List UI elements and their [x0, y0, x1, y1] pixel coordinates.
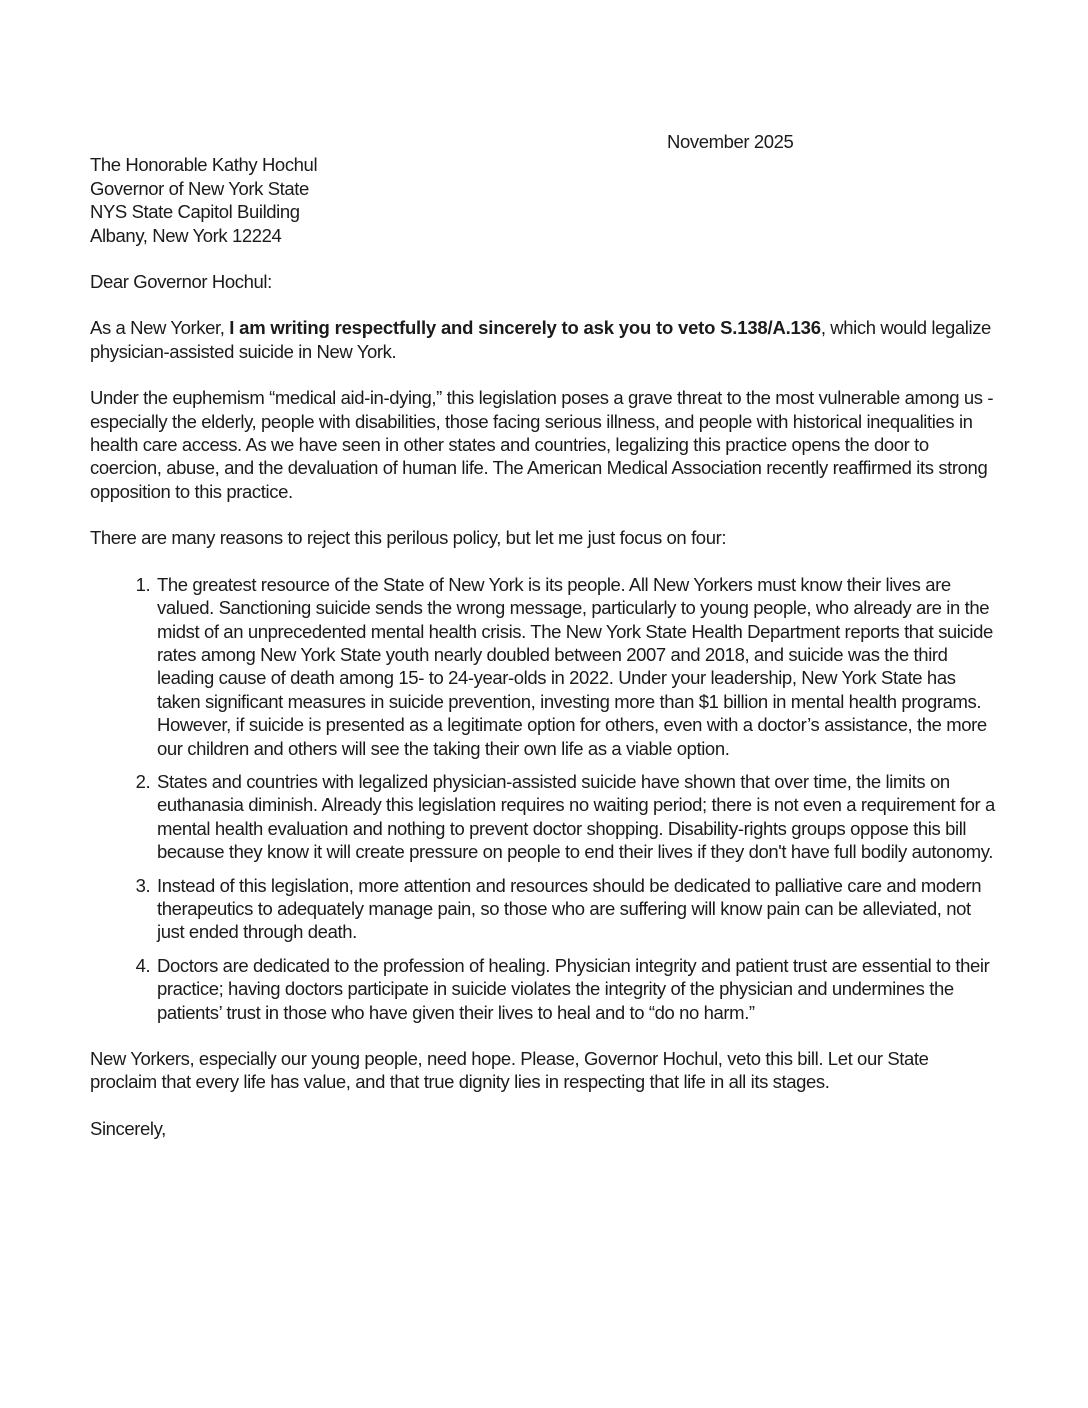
paragraph-reasons-intro: There are many reasons to reject this perilous policy, but let me just focus on four:: [90, 527, 727, 549]
closing-paragraph: New Yorkers, especially our young people, need hope. Please, Governor Hochul, veto this bill. Let our State proclaim that every life has value, and that true dignity lies in respecting that life in all its stages.: [90, 1048, 929, 1093]
list-item-palliative: 3. Instead of this legislation, more attention and resources should be dedicated to palliative care and modern therapeutics to adequately manage pain, so those who are suffering will know pain can be alleviated, not just ended through death.: [155, 874, 998, 944]
list-item-limits: 2. States and countries with legalized physician-assisted suicide have shown that over time, the limits on euthanasia diminish. Already this legislation requires no waiting period; there is not even a requirement for a mental health evaluation and nothing to prevent doctor shopping. Disability-rights groups oppose this bill because they know it will create pressure on people to end their lives if they don't have full bodily autonomy.: [155, 770, 998, 864]
reasons-list: [90, 573, 998, 1024]
salutation: Dear Governor Hochul:: [90, 271, 272, 293]
date-line: November 2025: [667, 131, 794, 152]
paragraph-request-post: , which would legalize physician-assisted suicide in New York.: [90, 317, 991, 362]
recipient-block: [90, 153, 998, 247]
signoff: Sincerely,: [90, 1117, 166, 1139]
recipient-line-city: Albany, New York 12224: [90, 224, 282, 246]
paragraph-threat: Under the euphemism “medical aid-in-dying,” this legislation poses a grave threat to the most vulnerable among us - especially the elderly, people with disabilities, those facing serious illness, and people with historical inequalities in health care access. As we have seen in other states and countries, legalizing this practice opens the door to coercion, abuse, and the devaluation of human life. The American Medical Association recently reaffirmed its strong opposition to this practice.: [90, 387, 994, 502]
list-item-doctors: 4. Doctors are dedicated to the profession of healing. Physician integrity and patient trust are essential to their practice; having doctors participate in suicide violates the integrity of the physician and undermines the patients’ trust in those who have given their lives to heal and to “do no harm.”: [155, 954, 998, 1024]
paragraph-request: [90, 316, 998, 363]
paragraph-request-pre: As a New Yorker,: [90, 317, 230, 339]
veto-request-bold: I am writing respectfully and sincerely to ask you to veto S.138/A.136: [229, 317, 821, 339]
recipient-line-name: The Honorable Kathy Hochul: [90, 154, 318, 176]
list-item-people: 1. The greatest resource of the State of New York is its people. All New Yorkers must know their lives are valued. Sanctioning suicide sends the wrong message, particularly to young people, who already are in the midst of an unprecedented mental health crisis. The New York State Health Department reports that suicide rates among New York State youth nearly doubled between 2007 and 2018, and suicide was the third leading cause of death among 15- to 24-year-olds in 2022. Under your leadership, New York State has taken significant measures in suicide prevention, investing more than $1 billion in mental health programs. However, if suicide is presented as a legitimate option for others, even with a doctor’s assistance, the more our children and others will see the taking their own life as a viable option.: [155, 573, 998, 760]
recipient-line-building: NYS State Capitol Building: [90, 201, 300, 223]
recipient-line-title: Governor of New York State: [90, 177, 309, 199]
